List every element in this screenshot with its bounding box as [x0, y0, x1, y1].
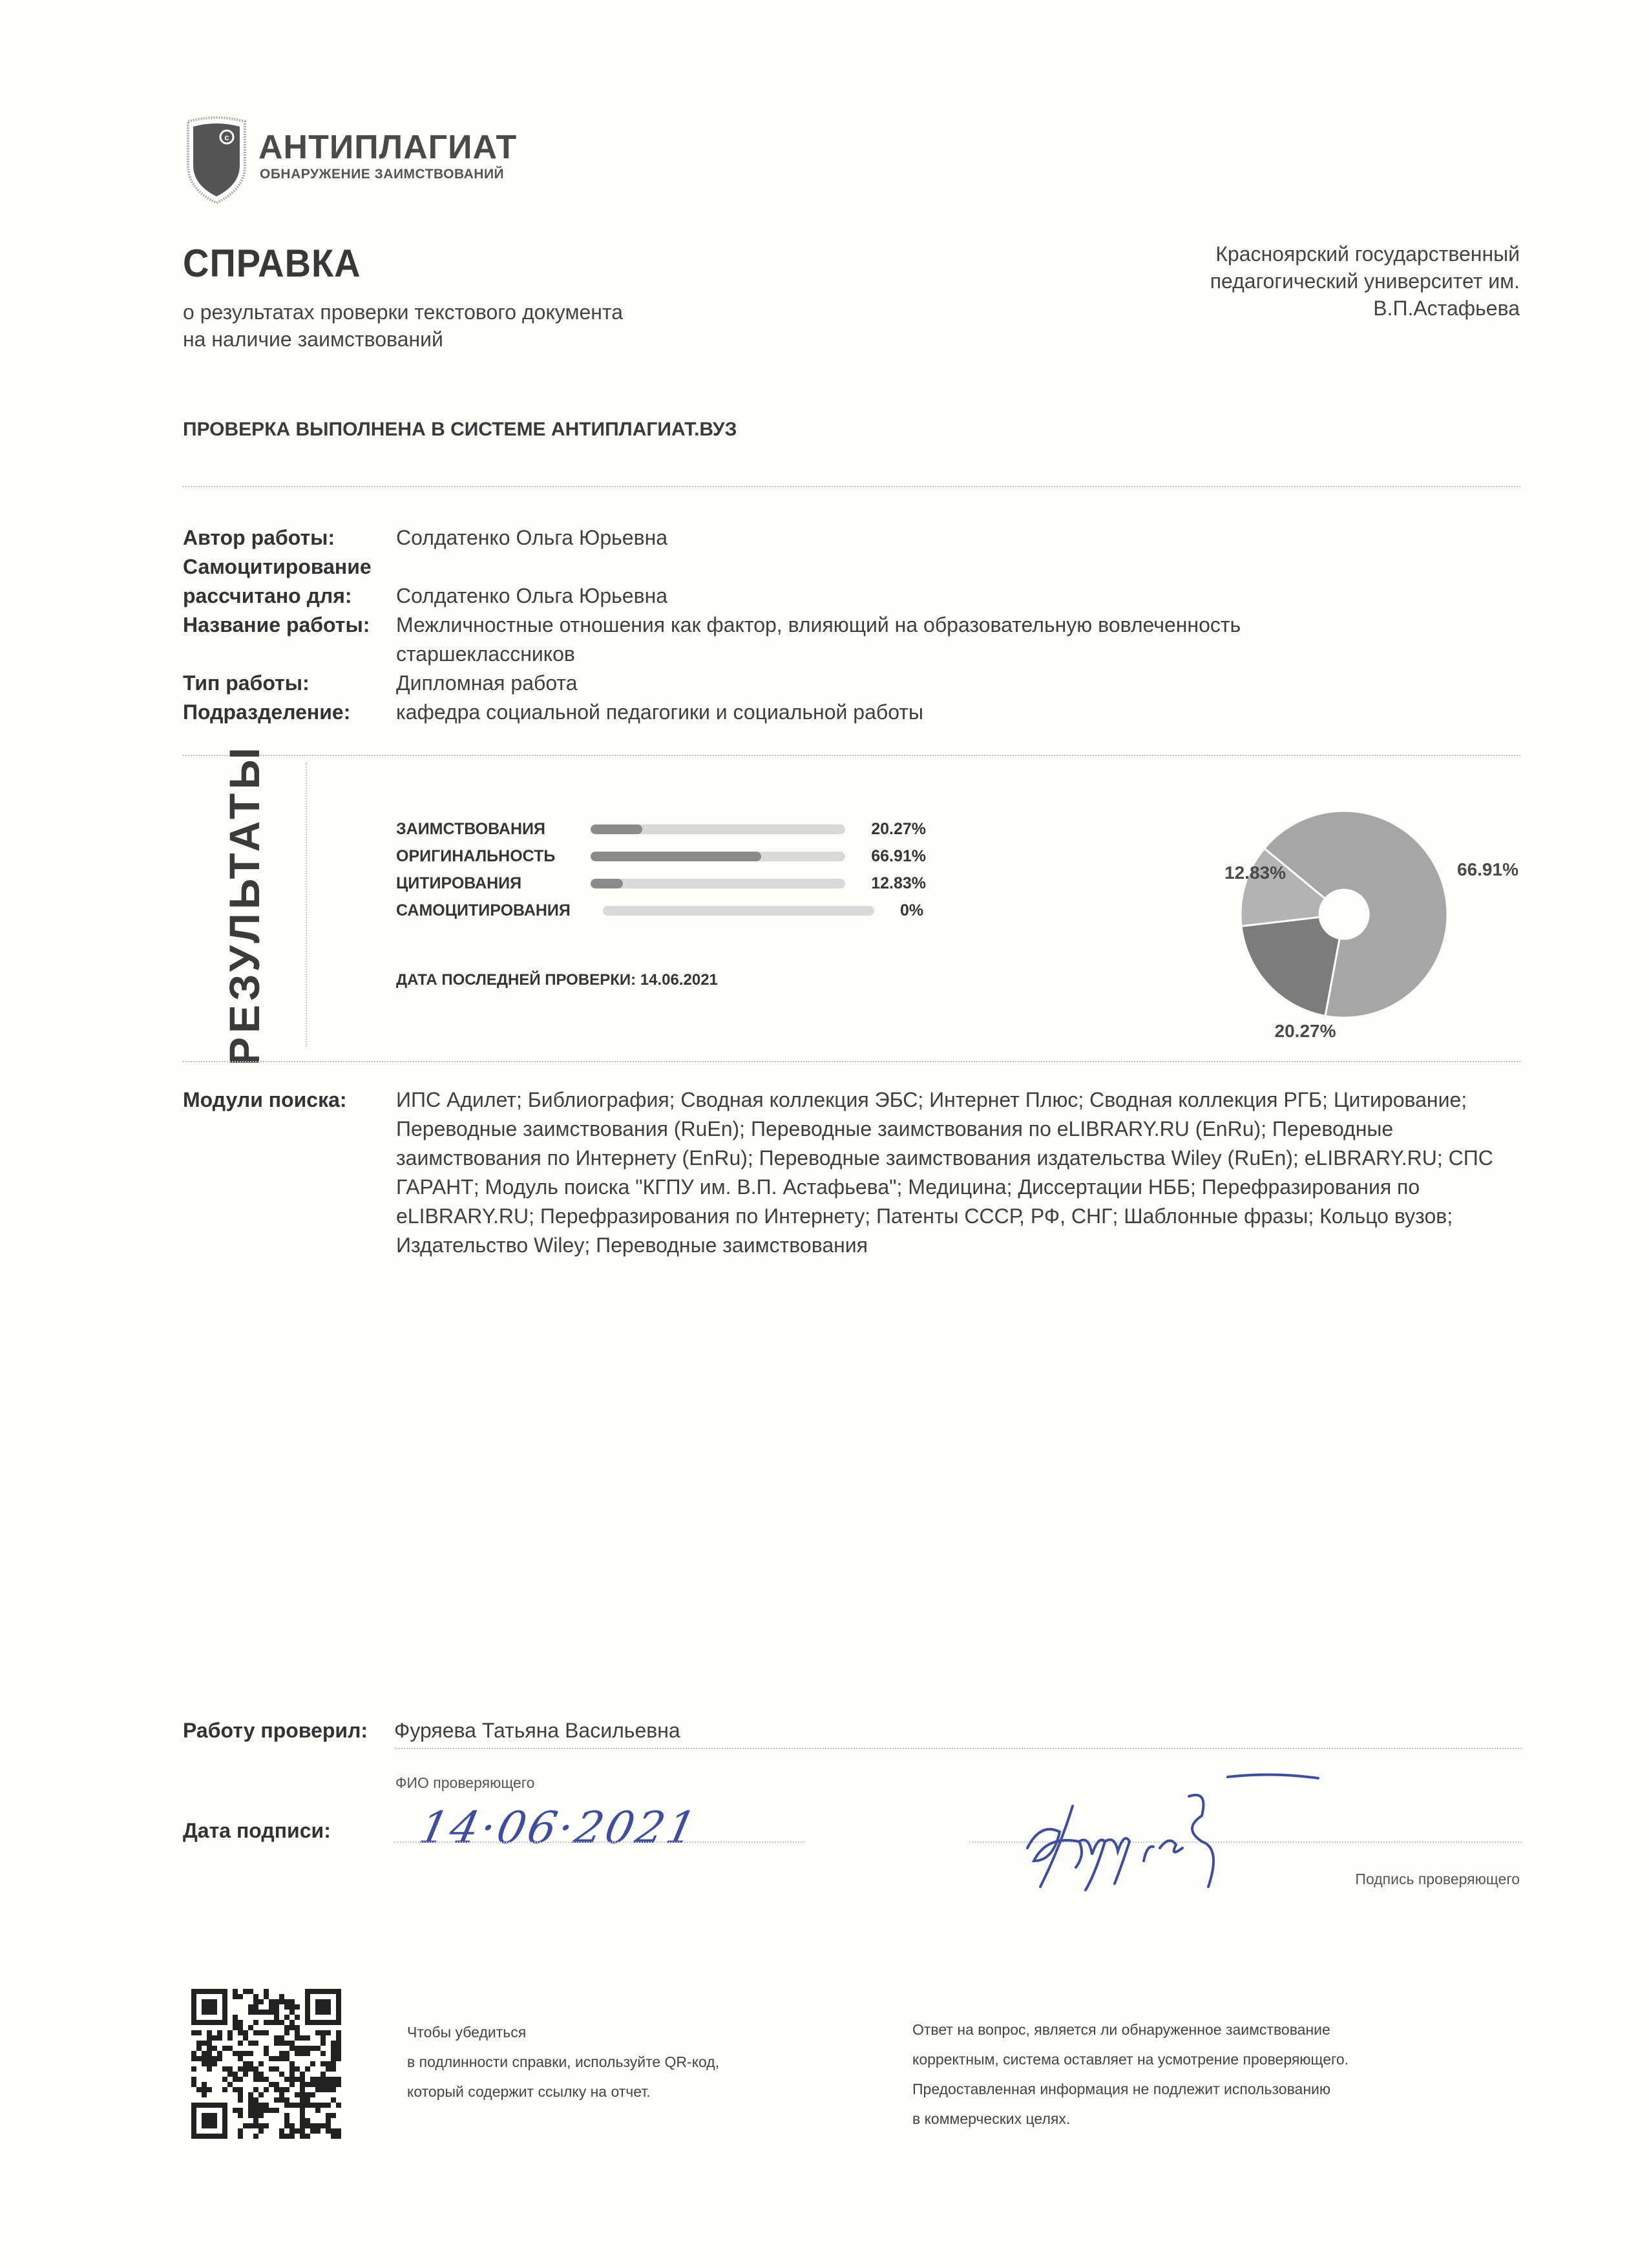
work-type-value: Дипломная работа: [396, 671, 578, 695]
author-row: [183, 523, 1520, 552]
disclaimer-line: корректным, система оставляет на усмотрение проверяющего.: [912, 2051, 1349, 2068]
metric-row: [396, 870, 926, 897]
shield-copyright-icon: [184, 115, 249, 205]
progress-bar: [603, 906, 874, 916]
divider: [183, 1061, 1520, 1062]
handwritten-date: 14·06·2021: [414, 1803, 703, 1854]
pie-label-citations: 12.83%: [1224, 863, 1286, 883]
metric-label: ОРИГИНАЛЬНОСТЬ: [396, 846, 556, 865]
title-row: [183, 611, 1520, 669]
system-line: ПРОВЕРКА ВЫПОЛНЕНА В СИСТЕМЕ АНТИПЛАГИАТ.ВУЗ: [183, 419, 737, 440]
pie-label-borrowings: 20.27%: [1274, 1021, 1336, 1041]
last-check-label: ДАТА ПОСЛЕДНЕЙ ПРОВЕРКИ:: [396, 971, 636, 989]
selfcite-row-1: [183, 552, 1520, 582]
progress-bar-fill: [591, 852, 761, 861]
progress-bar-fill: [591, 824, 642, 834]
work-type-label: Тип работы:: [183, 671, 310, 695]
results-title: РЕЗУЛЬТАТЫ: [220, 744, 268, 1066]
qr-text-line: Чтобы убедиться: [407, 2024, 527, 2041]
donut-chart: [1150, 779, 1538, 1050]
organization-line: педагогический университет им.: [1210, 269, 1520, 293]
antiplagiat-logo: [184, 115, 546, 205]
subtitle-line: на наличие заимствований: [183, 328, 443, 351]
document-title: СПРАВКА: [183, 241, 361, 286]
last-check: [396, 971, 718, 989]
progress-bar: [591, 852, 846, 861]
progress-bar: [591, 879, 846, 888]
document-subtitle: [183, 299, 623, 353]
metric-label: ЦИТИРОВАНИЯ: [396, 874, 522, 892]
divider: [183, 486, 1520, 487]
progress-bar: [591, 824, 846, 834]
metric-value: 12.83%: [871, 874, 926, 892]
metric-row: [396, 843, 926, 870]
pie-label-originality: 66.91%: [1457, 859, 1518, 879]
type-row: [183, 669, 1520, 698]
metric-label: САМОЦИТИРОВАНИЯ: [396, 901, 571, 919]
divider: [183, 755, 1520, 756]
results-section-title: [183, 744, 307, 1066]
organization-name: [1210, 240, 1520, 322]
sign-date-label: Дата подписи:: [183, 1819, 331, 1842]
metric-label: ЗАИМСТВОВАНИЯ: [396, 819, 545, 838]
disclaimer-line: Ответ на вопрос, является ли обнаруженное заимствование: [912, 2021, 1330, 2038]
qr-text-line: который содержит ссылку на отчет.: [407, 2083, 651, 2100]
metrics-list: [396, 815, 926, 924]
signature-caption: Подпись проверяющего: [1355, 1871, 1520, 1887]
department-label: Подразделение:: [183, 700, 351, 724]
department-value: кафедра социальной педагогики и социальной работы: [396, 700, 923, 724]
selfcite-label-2: рассчитано для:: [183, 584, 352, 607]
metric-value: 20.27%: [871, 819, 926, 838]
work-title-label: Название работы:: [183, 613, 370, 636]
qr-text-line: в подлинности справки, используйте QR-код,: [407, 2053, 720, 2070]
metric-value: 66.91%: [871, 846, 926, 865]
donut-slice-Заимствования: [1241, 917, 1339, 1016]
search-modules: [183, 1086, 1520, 1260]
work-info: [183, 523, 1520, 727]
author-value: Солдатенко Ольга Юрьевна: [396, 526, 668, 549]
handwritten-signature: [1014, 1770, 1325, 1893]
donut-chart-container: [1224, 811, 1518, 1041]
logo-title: АНТИПЛАГИАТ: [258, 129, 518, 166]
date-line: [394, 1842, 804, 1843]
svg-text:c: c: [224, 132, 229, 142]
metric-row: [396, 897, 926, 924]
author-label: Автор работы:: [183, 526, 335, 549]
selfcite-label: Самоцитирование: [183, 555, 372, 578]
fio-line: [394, 1748, 1522, 1749]
metric-row: [396, 815, 926, 843]
disclaimer-line: Предоставленная информация не подлежит использованию: [912, 2081, 1331, 2097]
selfcite-row-2: [183, 582, 1520, 611]
modules-label: Модули поиска:: [183, 1088, 347, 1111]
checked-by-label: Работу проверил:: [183, 1719, 368, 1742]
qr-code[interactable]: [191, 1986, 341, 2142]
checked-by-value: Фуряева Татьяна Васильевна: [394, 1719, 680, 1742]
organization-line: Красноярский государственный: [1215, 242, 1520, 266]
modules-value: ИПС Адилет; Библиография; Сводная коллекция ЭБС; Интернет Плюс; Сводная коллекция РГБ; Цитирование; Переводные заимствования (RuEn); Переводные заимствования по eLIBRARY.RU (EnRu); Переводные заимствования по Интернету (EnRu); Переводные заимствования издательства Wiley (RuEn); eLIBRARY.RU; СПС ГАРАНТ; Модуль поиска "КГПУ им. В.П. Астафьева"; Медицина; Диссертации НББ; Перефразирования по eLIBRARY.RU; Перефразирования по Интернету; Патенты СССР, РФ, СНГ; Шаблонные фразы; Кольцо вузов; Издательство Wiley; Переводные заимствования: [396, 1088, 1493, 1257]
organization-line: В.П.Астафьева: [1373, 297, 1520, 320]
work-title-value: Межличностные отношения как фактор, влияющий на образовательную вовлеченность старшеклассников: [396, 613, 1241, 666]
metric-value: 0%: [900, 901, 924, 919]
department-row: [183, 698, 1520, 727]
fio-caption: ФИО проверяющего: [395, 1774, 535, 1791]
qr-instructions: [407, 2017, 719, 2106]
last-check-date: 14.06.2021: [640, 971, 718, 989]
disclaimer: [912, 2015, 1349, 2134]
selfcite-value: Солдатенко Ольга Юрьевна: [396, 584, 668, 607]
logo-subtitle: ОБНАРУЖЕНИЕ ЗАИМСТВОВАНИЙ: [260, 167, 505, 182]
disclaimer-line: в коммерческих целях.: [912, 2110, 1071, 2127]
progress-bar-fill: [591, 879, 624, 888]
subtitle-line: о результатах проверки текстового документа: [183, 300, 623, 324]
